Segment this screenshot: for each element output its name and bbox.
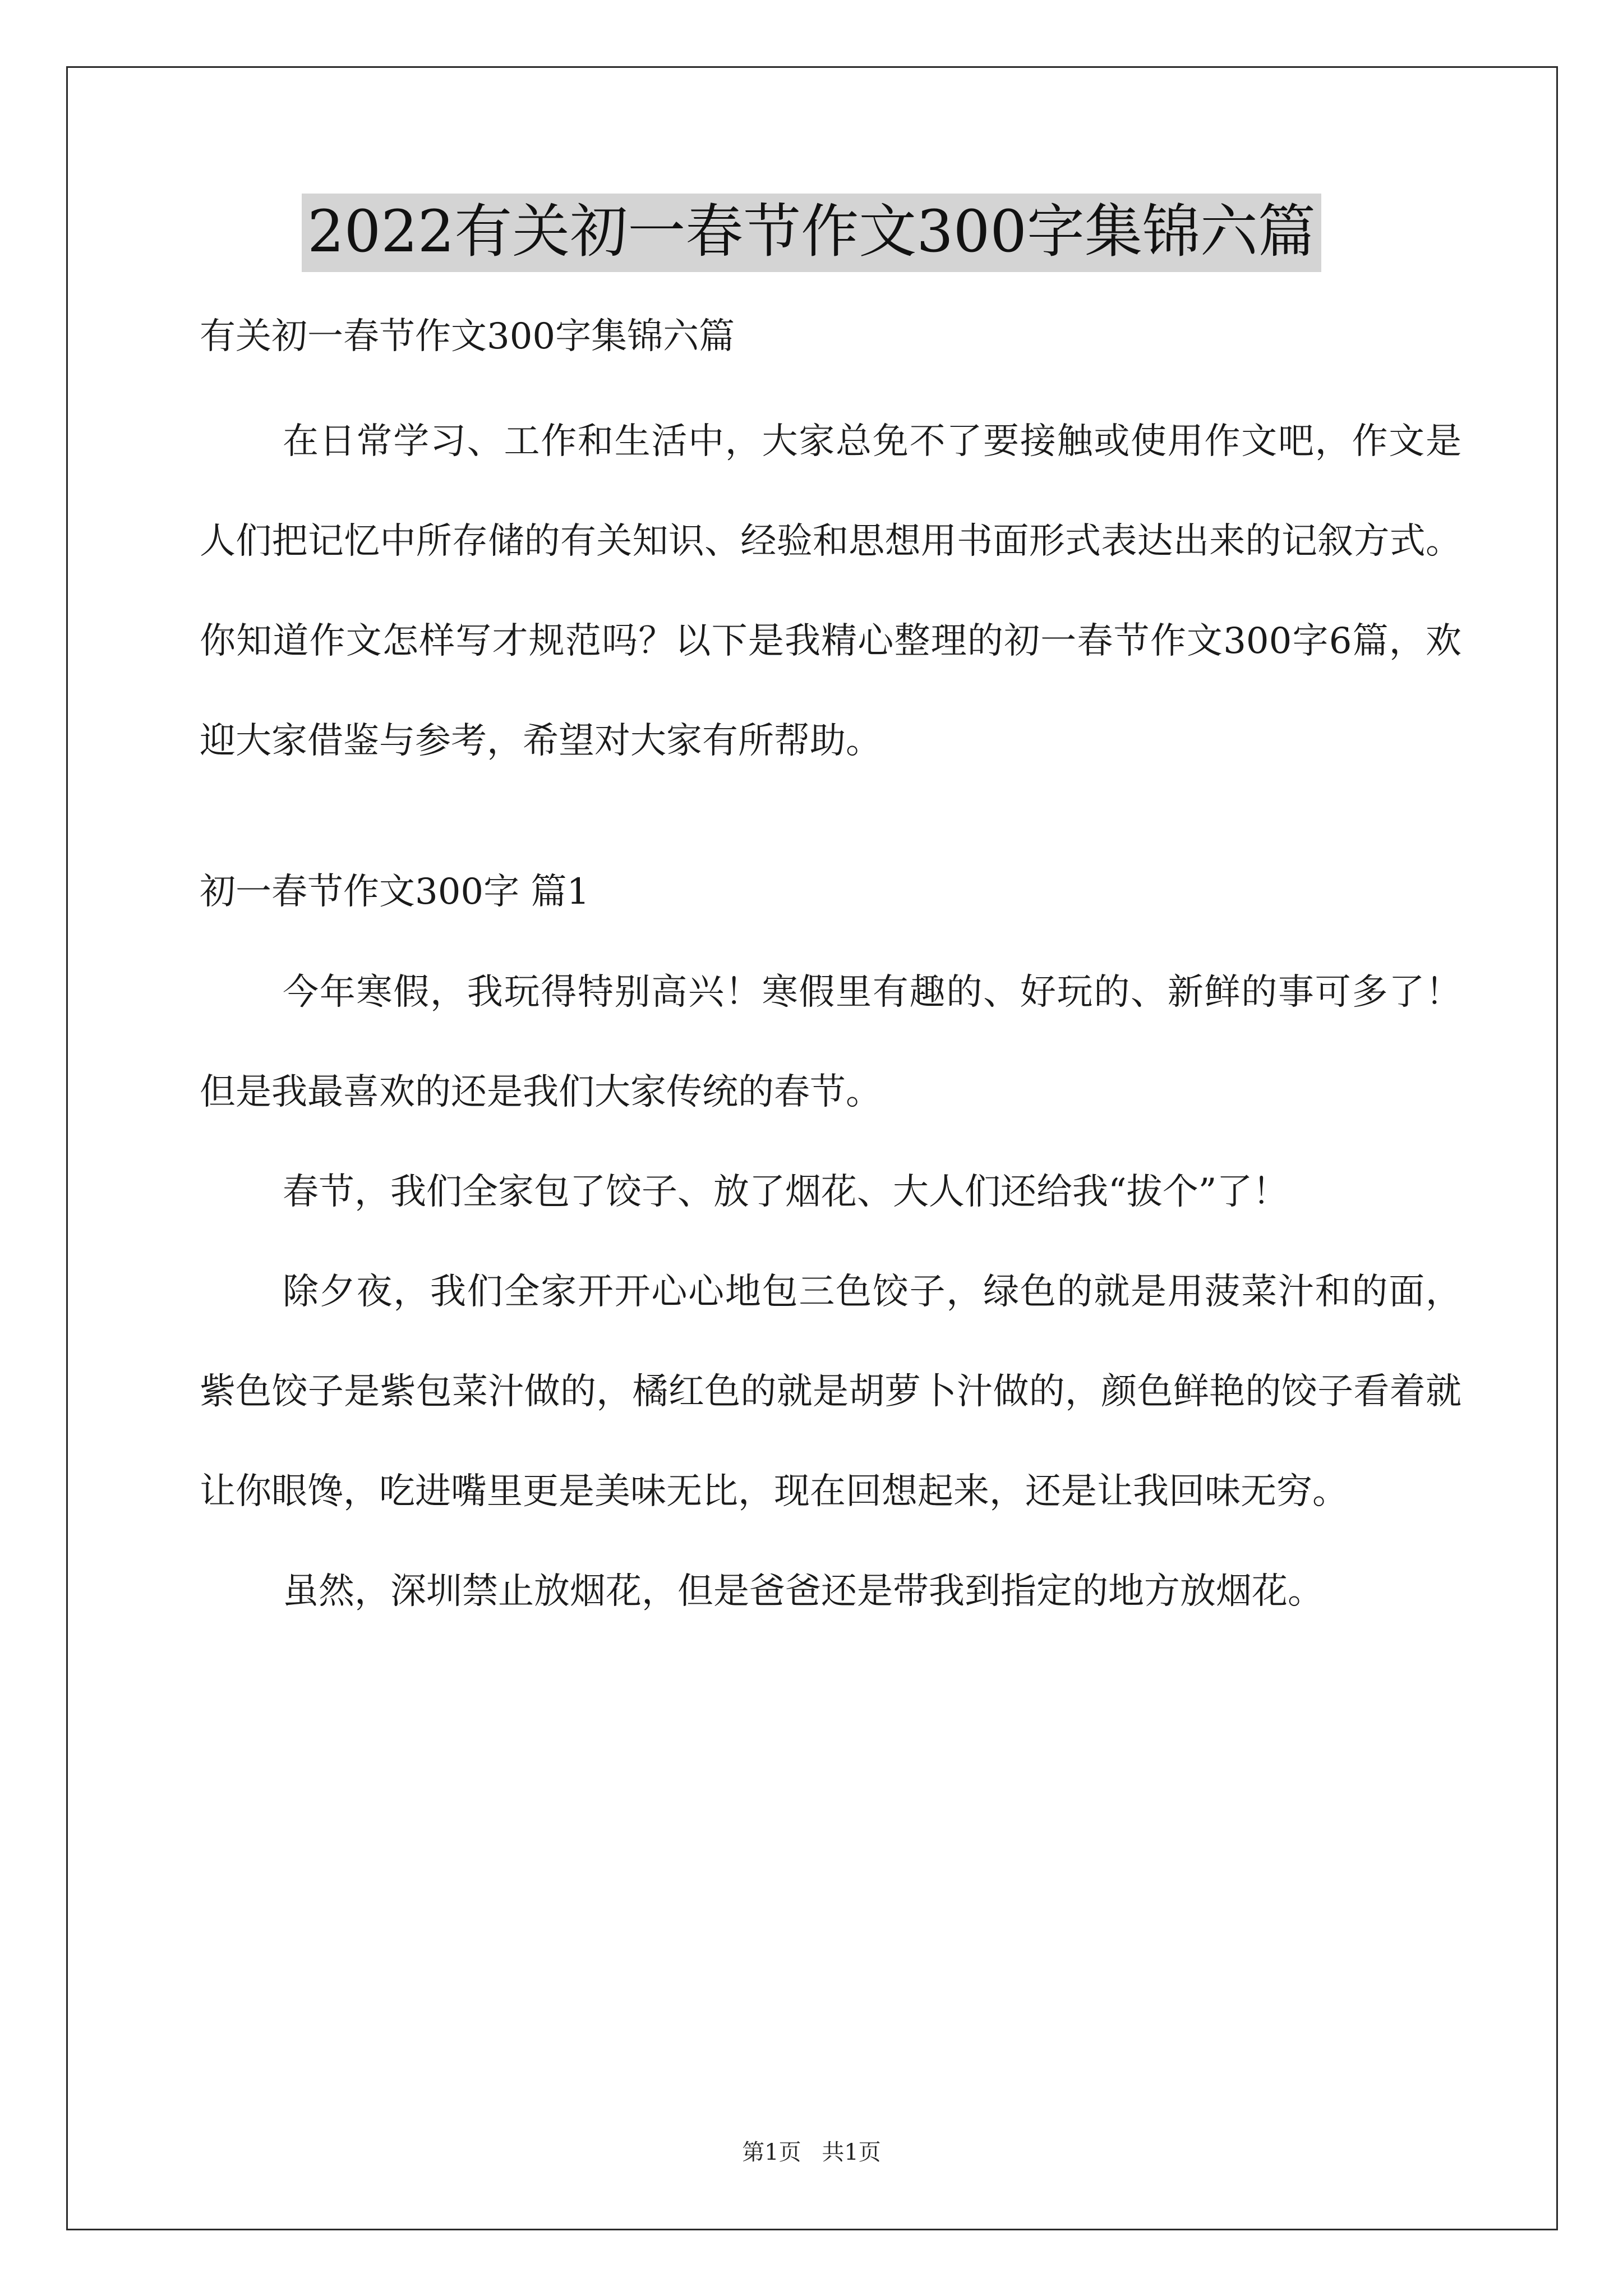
intro-paragraph: 在日常学习、工作和生活中，大家总免不了要接触或使用作文吧，作文是人们把记忆中所存储的有关知识、经验和思想用书面形式表达出来的记叙方式。你知道作文怎样写才规范吗？以下是我精心整理的初一春节作文300字6篇，欢迎大家借鉴与参考，希望对大家有所帮助。: [200, 421, 1461, 762]
section-heading: 初一春节作文300字 篇1: [200, 871, 590, 913]
body-paragraph: 今年寒假，我玩得特别高兴！寒假里有趣的、好玩的、新鲜的事可多了！但是我最喜欢的还是我们大家传统的春节。: [200, 972, 1461, 1113]
body-paragraph: 春节，我们全家包了饺子、放了烟花、大人们还给我“拔个”了！: [283, 1171, 1289, 1213]
document-subtitle: 有关初一春节作文300字集锦六篇: [200, 316, 735, 357]
document-title: 2022有关初一春节作文300字集锦六篇: [302, 194, 1321, 272]
title-container: [0, 194, 1623, 272]
page-number: 第1页: [742, 2139, 801, 2165]
page-footer: [0, 2138, 1623, 2166]
document-body: [200, 314, 1461, 1641]
body-paragraph: 虽然，深圳禁止放烟花，但是爸爸还是带我到指定的地方放烟花。: [283, 1571, 1324, 1612]
body-paragraph: 除夕夜，我们全家开开心心地包三色饺子，绿色的就是用菠菜汁和的面，紫色饺子是紫包菜汁做的，橘红色的就是胡萝卜汁做的，颜色鲜艳的饺子看着就让你眼馋，吃进嘴里更是美味无比，现在回想起来，还是让我回味无穷。: [200, 1271, 1461, 1512]
page-total: 共1页: [822, 2139, 881, 2165]
